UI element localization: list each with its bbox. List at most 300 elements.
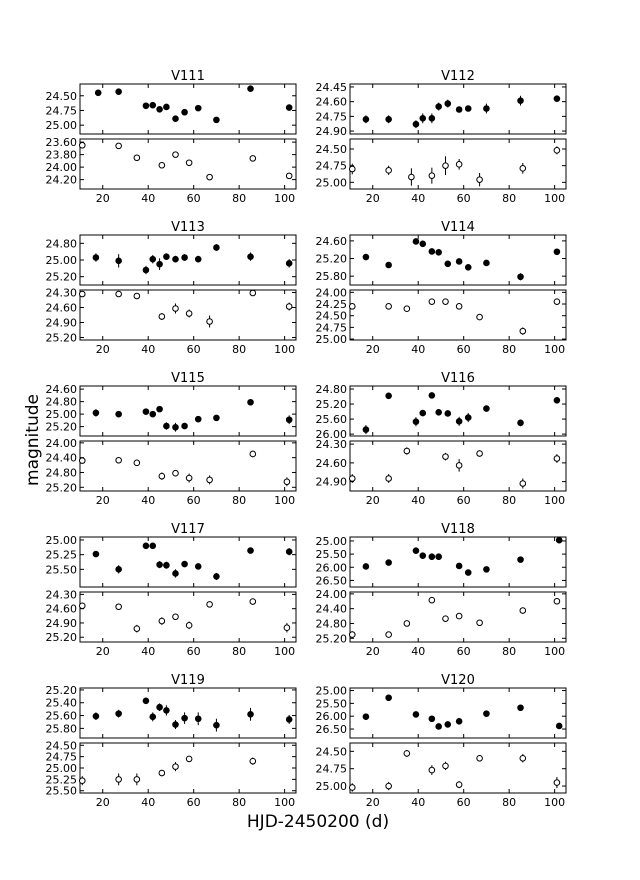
bottom-ytick-label: 24.90	[45, 616, 77, 630]
top-ytick-label: 26.50	[315, 723, 347, 737]
bottom-ytick-label: 25.20	[45, 331, 77, 345]
data-point-open	[520, 755, 526, 761]
x-tick-label: 40	[141, 645, 156, 658]
top-ytick-label: 24.80	[315, 383, 347, 397]
data-point-filled	[456, 259, 462, 265]
bottom-ytick-label: 23.60	[45, 136, 77, 150]
data-point-filled	[465, 265, 471, 271]
bottom-ytick-label: 24.50	[315, 745, 347, 759]
top-ytick-label: 24.45	[315, 80, 347, 94]
data-point-filled	[445, 722, 451, 728]
data-point-open	[429, 767, 435, 773]
top-ytick-label: 25.20	[45, 420, 77, 434]
data-point-filled	[363, 254, 369, 260]
x-tick-label: 60	[456, 343, 471, 356]
data-point-filled	[413, 548, 419, 554]
data-point-open	[520, 328, 526, 334]
top-ytick-label: 26.00	[315, 561, 347, 575]
x-tick-label: 20	[95, 796, 110, 809]
data-point-filled	[429, 116, 435, 122]
data-point-open	[186, 311, 192, 317]
data-point-filled	[386, 695, 392, 701]
data-point-open	[443, 616, 449, 622]
data-point-filled	[465, 570, 471, 576]
top-frame	[350, 537, 566, 587]
data-point-open	[404, 306, 410, 312]
data-point-filled	[554, 397, 560, 403]
data-point-filled	[182, 423, 188, 429]
x-tick-label: 20	[365, 343, 380, 356]
data-point-open	[477, 755, 483, 761]
data-point-filled	[445, 261, 451, 267]
data-point-filled	[150, 411, 156, 417]
data-point-open	[173, 614, 179, 620]
top-ytick-label: 25.60	[45, 709, 77, 723]
data-point-open	[207, 477, 213, 483]
data-point-filled	[143, 698, 149, 704]
data-point-open	[284, 625, 290, 631]
top-ytick-label: 25.40	[45, 696, 77, 710]
data-point-open	[250, 451, 256, 457]
panel-v112	[316, 69, 567, 205]
bottom-ytick-label: 25.50	[45, 784, 77, 798]
data-point-filled	[164, 562, 170, 568]
x-tick-label: 20	[95, 192, 110, 205]
top-ytick-label: 24.80	[45, 237, 77, 251]
bottom-ytick-label: 25.20	[315, 632, 347, 646]
data-point-filled	[484, 406, 490, 412]
panel-title: V117	[171, 522, 205, 537]
data-point-filled	[173, 256, 179, 262]
panel-v117	[46, 522, 297, 658]
data-point-open	[554, 780, 560, 786]
x-tick-label: 20	[95, 494, 110, 507]
bottom-frame	[80, 441, 296, 491]
bottom-ytick-label: 24.80	[45, 466, 77, 480]
data-point-filled	[286, 417, 292, 423]
x-tick-label: 80	[232, 494, 247, 507]
data-point-open	[116, 143, 122, 149]
bottom-ytick-label: 25.00	[315, 780, 347, 794]
data-point-filled	[436, 250, 442, 256]
data-point-open	[554, 299, 560, 305]
top-frame	[80, 235, 296, 285]
x-tick-label: 60	[186, 796, 201, 809]
data-point-filled	[157, 406, 163, 412]
data-point-open	[443, 763, 449, 769]
data-point-filled	[248, 399, 254, 405]
data-point-filled	[518, 274, 524, 280]
data-point-open	[134, 460, 140, 466]
data-point-open	[207, 319, 213, 325]
x-tick-label: 40	[411, 494, 426, 507]
panel-title: V119	[171, 673, 205, 688]
data-point-filled	[363, 427, 369, 433]
bottom-ytick-label: 24.50	[315, 143, 347, 156]
panel-title: V113	[171, 220, 205, 235]
x-tick-label: 100	[544, 494, 566, 507]
data-point-filled	[214, 722, 220, 728]
top-ytick-label: 25.60	[315, 413, 347, 427]
x-tick-label: 80	[502, 645, 517, 658]
x-tick-label: 20	[365, 192, 380, 205]
data-point-filled	[413, 712, 419, 718]
data-point-filled	[93, 410, 99, 416]
x-tick-label: 60	[456, 796, 471, 809]
data-point-filled	[286, 261, 292, 267]
data-point-filled	[93, 713, 99, 719]
data-point-filled	[195, 416, 201, 422]
data-point-filled	[286, 549, 292, 555]
data-point-filled	[157, 261, 163, 267]
data-point-filled	[173, 424, 179, 430]
data-point-open	[443, 163, 449, 169]
data-point-filled	[456, 107, 462, 113]
data-point-filled	[554, 249, 560, 255]
top-ytick-label: 25.00	[45, 119, 77, 133]
data-point-filled	[143, 543, 149, 549]
data-point-open	[409, 174, 415, 180]
data-point-filled	[484, 106, 490, 112]
data-point-filled	[143, 267, 149, 273]
data-point-filled	[164, 708, 170, 714]
top-ytick-label: 25.80	[45, 722, 77, 736]
top-ytick-label: 25.25	[45, 548, 77, 562]
data-point-filled	[195, 256, 201, 262]
data-point-open	[116, 457, 122, 463]
top-ytick-label: 25.00	[45, 408, 77, 422]
top-ytick-label: 25.50	[45, 563, 77, 577]
bottom-ytick-label: 24.20	[45, 173, 77, 187]
top-ytick-label: 25.50	[315, 548, 347, 562]
data-point-open	[159, 618, 165, 624]
data-point-filled	[150, 543, 156, 549]
data-point-open	[116, 291, 122, 297]
x-tick-label: 100	[274, 494, 296, 507]
x-tick-label: 20	[365, 494, 380, 507]
data-point-open	[456, 613, 462, 619]
x-tick-label: 100	[274, 645, 296, 658]
top-ytick-label: 25.00	[315, 534, 347, 548]
data-point-open	[79, 458, 85, 464]
data-point-open	[554, 598, 560, 604]
data-point-filled	[116, 258, 122, 264]
bottom-ytick-label: 24.25	[315, 298, 347, 312]
y-axis-label: magnitude	[23, 394, 43, 486]
bottom-ytick-label: 24.40	[45, 451, 77, 465]
x-tick-label: 40	[411, 796, 426, 809]
data-point-open	[250, 156, 256, 162]
x-tick-label: 100	[274, 343, 296, 356]
bottom-ytick-label: 25.20	[45, 631, 77, 645]
data-point-filled	[248, 711, 254, 717]
x-tick-label: 80	[502, 192, 517, 205]
data-point-filled	[214, 117, 220, 123]
data-point-open	[456, 782, 462, 788]
bottom-ytick-label: 24.30	[45, 588, 77, 602]
data-point-open	[173, 306, 179, 312]
top-ytick-label: 24.60	[45, 383, 77, 397]
bottom-ytick-label: 24.60	[45, 301, 77, 315]
data-point-filled	[456, 563, 462, 569]
x-tick-label: 40	[411, 192, 426, 205]
x-tick-label: 80	[232, 192, 247, 205]
data-point-open	[429, 299, 435, 305]
top-ytick-label: 24.75	[45, 104, 77, 118]
data-point-open	[186, 475, 192, 481]
bottom-ytick-label: 24.75	[45, 750, 77, 764]
data-point-filled	[143, 103, 149, 109]
panel-v113	[46, 220, 297, 356]
data-point-filled	[518, 557, 524, 563]
data-point-filled	[420, 410, 426, 416]
data-point-filled	[248, 254, 254, 260]
data-point-open	[134, 155, 140, 161]
data-point-open	[159, 162, 165, 168]
data-point-filled	[363, 714, 369, 720]
data-point-filled	[116, 567, 122, 573]
data-point-open	[173, 152, 179, 158]
x-tick-label: 60	[456, 645, 471, 658]
data-point-open	[520, 608, 526, 614]
x-tick-label: 40	[141, 192, 156, 205]
data-point-open	[456, 463, 462, 469]
data-point-filled	[116, 711, 122, 717]
data-point-filled	[465, 415, 471, 421]
data-point-open	[207, 602, 213, 608]
data-point-open	[116, 777, 122, 783]
x-tick-label: 100	[274, 192, 296, 205]
data-point-filled	[173, 571, 179, 577]
bottom-ytick-label: 24.00	[315, 286, 347, 300]
panel-v115	[46, 371, 297, 507]
data-point-open	[116, 604, 122, 610]
data-point-filled	[195, 564, 201, 570]
data-point-open	[349, 632, 355, 638]
data-point-open	[554, 148, 560, 154]
data-point-open	[349, 304, 355, 310]
bottom-ytick-label: 24.75	[315, 321, 347, 335]
top-ytick-label: 26.00	[315, 710, 347, 724]
data-point-filled	[556, 723, 562, 729]
data-point-filled	[214, 245, 220, 251]
data-point-filled	[436, 554, 442, 560]
data-point-filled	[116, 411, 122, 417]
top-frame	[80, 84, 296, 134]
bottom-ytick-label: 24.50	[45, 739, 77, 753]
x-tick-label: 80	[502, 343, 517, 356]
bottom-ytick-label: 25.00	[315, 333, 347, 347]
panel-v118	[316, 522, 567, 658]
data-point-open	[520, 166, 526, 172]
x-tick-label: 20	[365, 645, 380, 658]
data-point-filled	[484, 567, 490, 573]
panel-title: V115	[171, 371, 205, 386]
data-point-filled	[436, 724, 442, 730]
data-point-filled	[150, 256, 156, 262]
data-point-filled	[157, 106, 163, 112]
panel-title: V116	[441, 371, 475, 386]
x-tick-label: 40	[141, 494, 156, 507]
data-point-open	[186, 756, 192, 762]
data-point-open	[456, 304, 462, 310]
bottom-ytick-label: 25.20	[45, 481, 77, 495]
panel-v116	[316, 371, 567, 507]
top-ytick-label: 25.00	[45, 254, 77, 267]
panels-grid	[46, 69, 567, 809]
x-tick-label: 100	[544, 192, 566, 205]
data-point-open	[554, 456, 560, 462]
data-point-filled	[518, 705, 524, 711]
data-point-filled	[420, 116, 426, 122]
x-axis-label: HJD-2450200 (d)	[246, 812, 390, 832]
x-tick-label: 80	[502, 494, 517, 507]
panel-v120	[316, 673, 567, 809]
panel-v114	[316, 220, 567, 356]
data-point-open	[186, 623, 192, 629]
data-point-filled	[386, 560, 392, 566]
data-point-open	[386, 632, 392, 638]
x-tick-label: 40	[141, 796, 156, 809]
data-point-open	[284, 479, 290, 485]
x-tick-label: 20	[365, 796, 380, 809]
data-point-open	[477, 620, 483, 626]
data-point-filled	[173, 722, 179, 728]
data-point-filled	[445, 411, 451, 417]
data-point-filled	[195, 716, 201, 722]
x-tick-label: 60	[456, 192, 471, 205]
x-tick-label: 20	[95, 645, 110, 658]
data-point-filled	[484, 260, 490, 266]
data-point-filled	[93, 255, 99, 261]
bottom-ytick-label: 25.00	[45, 762, 77, 775]
data-point-open	[429, 597, 435, 603]
top-ytick-label: 24.80	[45, 395, 77, 409]
bottom-ytick-label: 24.60	[315, 456, 347, 470]
data-point-filled	[429, 393, 435, 399]
data-point-filled	[386, 262, 392, 268]
bottom-ytick-label: 24.90	[45, 316, 77, 330]
top-ytick-label: 26.00	[315, 428, 347, 442]
x-tick-label: 40	[411, 343, 426, 356]
top-ytick-label: 24.50	[45, 89, 77, 103]
top-ytick-label: 26.50	[315, 574, 347, 588]
x-tick-label: 60	[186, 343, 201, 356]
bottom-ytick-label: 24.75	[315, 159, 347, 173]
top-ytick-label: 25.50	[315, 697, 347, 711]
x-tick-label: 80	[502, 796, 517, 809]
data-point-open	[520, 481, 526, 487]
data-point-open	[159, 314, 165, 320]
data-point-open	[250, 758, 256, 764]
x-tick-label: 40	[141, 343, 156, 356]
data-point-open	[134, 626, 140, 632]
top-frame	[350, 688, 566, 738]
panel-v119	[46, 673, 297, 809]
data-point-filled	[436, 410, 442, 416]
data-point-filled	[157, 562, 163, 568]
bottom-ytick-label: 24.30	[315, 438, 347, 452]
panel-v111	[46, 69, 297, 205]
data-point-open	[207, 174, 213, 180]
bottom-ytick-label: 24.75	[315, 762, 347, 776]
data-point-filled	[248, 548, 254, 554]
data-point-filled	[173, 116, 179, 122]
data-point-open	[386, 783, 392, 789]
x-tick-label: 100	[544, 343, 566, 356]
data-point-filled	[214, 574, 220, 580]
data-point-open	[456, 162, 462, 168]
data-point-open	[386, 304, 392, 310]
data-point-filled	[465, 106, 471, 112]
data-point-filled	[386, 393, 392, 399]
data-point-filled	[164, 423, 170, 429]
data-point-open	[286, 304, 292, 310]
top-ytick-label: 25.20	[315, 252, 347, 266]
data-point-filled	[429, 716, 435, 722]
bottom-ytick-label: 24.00	[45, 436, 77, 450]
x-tick-label: 40	[411, 645, 426, 658]
panel-title: V112	[441, 69, 475, 84]
top-ytick-label: 25.00	[315, 684, 347, 698]
x-tick-label: 100	[544, 645, 566, 658]
data-point-open	[404, 751, 410, 757]
data-point-open	[79, 142, 85, 148]
data-point-open	[349, 166, 355, 172]
data-point-filled	[182, 715, 188, 721]
data-point-filled	[214, 415, 220, 421]
bottom-ytick-label: 24.30	[45, 286, 77, 300]
top-ytick-label: 25.00	[45, 533, 77, 547]
x-tick-label: 20	[95, 343, 110, 356]
data-point-open	[404, 448, 410, 454]
data-point-filled	[554, 96, 560, 102]
x-tick-label: 100	[274, 796, 296, 809]
data-point-filled	[484, 711, 490, 717]
data-point-filled	[420, 553, 426, 559]
data-point-filled	[164, 254, 170, 260]
data-point-filled	[93, 551, 99, 557]
panel-title: V114	[441, 220, 475, 235]
data-point-open	[250, 290, 256, 296]
x-tick-label: 60	[186, 494, 201, 507]
panel-title: V111	[171, 69, 205, 84]
panel-title: V118	[441, 522, 475, 537]
top-ytick-label: 24.75	[315, 110, 347, 124]
data-point-filled	[363, 116, 369, 122]
top-ytick-label: 25.20	[315, 398, 347, 412]
x-tick-label: 60	[186, 645, 201, 658]
top-frame	[80, 537, 296, 587]
data-point-filled	[363, 564, 369, 570]
data-point-filled	[420, 241, 426, 247]
x-tick-label: 80	[232, 343, 247, 356]
data-point-open	[404, 621, 410, 627]
data-point-filled	[456, 419, 462, 425]
bottom-ytick-label: 24.50	[315, 309, 347, 323]
bottom-ytick-label: 24.60	[45, 602, 77, 616]
data-point-filled	[182, 109, 188, 115]
top-ytick-label: 24.60	[315, 234, 347, 248]
top-ytick-label: 24.60	[315, 95, 347, 109]
data-point-filled	[248, 86, 254, 92]
bottom-frame	[80, 592, 296, 642]
data-point-open	[173, 470, 179, 476]
data-point-open	[159, 473, 165, 479]
data-point-open	[429, 173, 435, 179]
bottom-ytick-label: 24.80	[315, 617, 347, 631]
data-point-open	[134, 777, 140, 783]
